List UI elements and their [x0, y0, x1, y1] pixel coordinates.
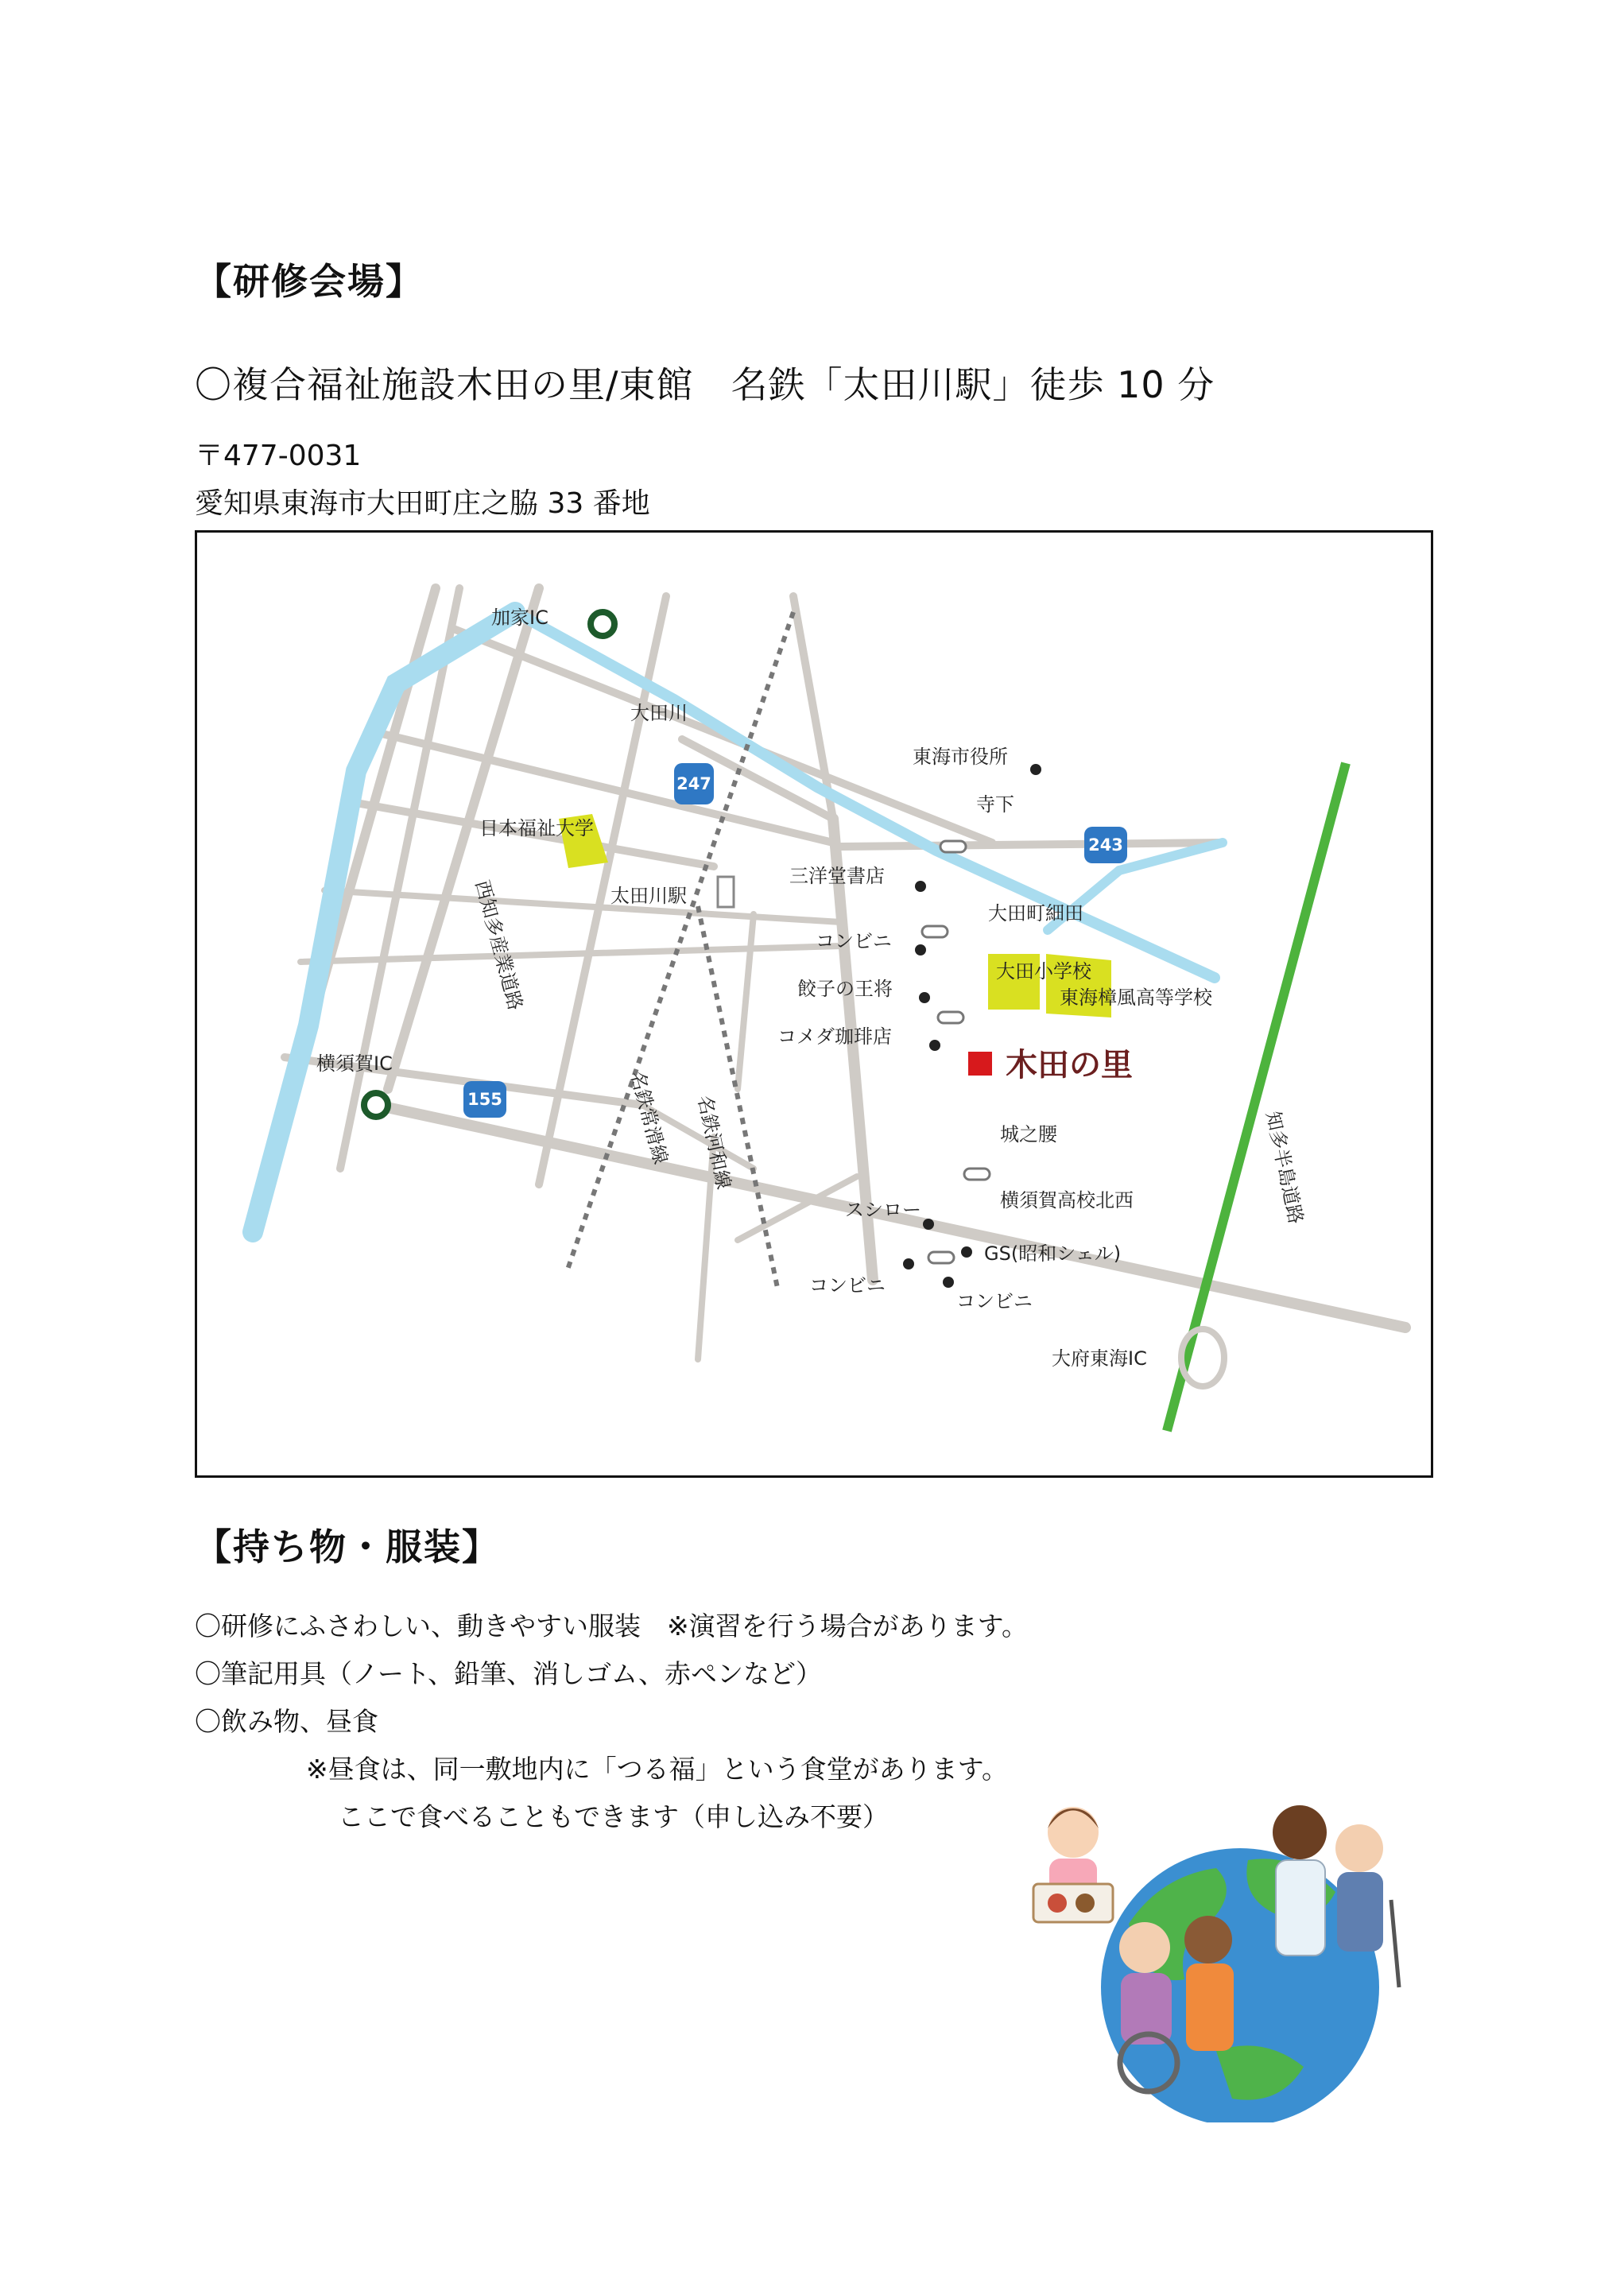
label-yokosuka-hs-northwest: 横須賀高校北西 — [1000, 1189, 1134, 1211]
postal-code: 〒477-0031 — [195, 440, 362, 472]
label-chita-hanto-road: 知多半島道路 — [1262, 1109, 1308, 1227]
road — [452, 628, 992, 843]
belongings-item: 〇筆記用具（ノート、鉛筆、消しゴム、赤ペンなど） — [195, 1658, 823, 1689]
label-yokosuka-ic: 横須賀IC — [316, 1052, 393, 1075]
label-joshinokoshi: 城之腰 — [1000, 1123, 1057, 1145]
label-otagawa-river: 大田川 — [630, 702, 688, 724]
dot-gyoza — [919, 992, 930, 1003]
label-gs-showa-shell: GS(昭和シェル) — [984, 1242, 1122, 1265]
young-caregiver-head — [1184, 1916, 1232, 1963]
walking-cane — [1391, 1900, 1399, 1987]
road — [738, 914, 754, 1089]
label-tokai-shofu-hs: 東海樟風高等学校 — [1060, 987, 1212, 1009]
dot-city-hall — [1030, 764, 1041, 775]
signal-ota-hosoda — [922, 926, 948, 937]
destination-marker — [968, 1052, 992, 1076]
signal-gyoza — [938, 1012, 963, 1023]
signal-joshinokoshi — [964, 1169, 990, 1180]
label-otagawa-station: 太田川駅 — [610, 885, 687, 907]
lunch-note: ここで食べることもできます（申し込み不要） — [338, 1801, 889, 1832]
belongings-heading: 【持ち物・服装】 — [195, 1525, 500, 1568]
caregiver-body — [1276, 1860, 1325, 1956]
staff-head — [1048, 1807, 1099, 1858]
belongings-item: 〇研修にふさわしい、動きやすい服装 ※演習を行う場合があります。 — [195, 1611, 1029, 1642]
road — [324, 890, 841, 922]
label-gyoza-no-osho: 餃子の王将 — [797, 978, 893, 1000]
label-meitetsu-tokoname: 名鉄常滑線 — [626, 1068, 672, 1167]
label-konbini-1: コンビニ — [816, 930, 892, 952]
venue-heading: 【研修会場】 — [195, 260, 424, 303]
label-terashita: 寺下 — [976, 793, 1014, 816]
dot-gs — [961, 1246, 972, 1258]
young-caregiver-body — [1186, 1963, 1234, 2051]
otagawa-station-marker — [718, 877, 734, 907]
label-ota-hosoda: 大田町細田 — [988, 902, 1083, 924]
dot-konbini-2 — [903, 1258, 914, 1269]
yokosuka-ic-marker — [364, 1093, 388, 1117]
label-sanyodo: 三洋堂書店 — [789, 865, 885, 887]
access-map — [195, 530, 1433, 1478]
elderly-woman-head — [1119, 1922, 1170, 1973]
label-obu-tokai-ic: 大府東海IC — [1052, 1347, 1147, 1370]
belongings-item: 〇飲み物、昼食 — [195, 1706, 378, 1737]
river — [253, 612, 515, 1232]
meal-tray — [1033, 1884, 1113, 1922]
destination-label: 木田の里 — [1006, 1047, 1133, 1083]
dot-konbini-3 — [943, 1277, 954, 1288]
label-sushiro: スシロー — [845, 1199, 921, 1221]
route-155-label: 155 — [467, 1090, 502, 1109]
label-meitetsu-kowa: 名鉄河和線 — [693, 1093, 735, 1192]
label-konbini-2: コンビニ — [809, 1274, 886, 1297]
kaka-ic-marker — [591, 612, 614, 636]
label-nihon-fukushi-univ: 日本福祉大学 — [479, 817, 594, 839]
label-konbini-3: コンビニ — [956, 1290, 1033, 1312]
label-nishichita-road: 西知多産業道路 — [471, 878, 527, 1013]
route-247-label: 247 — [676, 774, 711, 793]
route-243-label: 243 — [1088, 835, 1123, 855]
dot-sanyodo — [915, 881, 926, 892]
venue-name-access: 〇複合福祉施設木田の里/東館 名鉄「太田川駅」徒歩 10 分 — [195, 363, 1215, 406]
elderly-man-head — [1335, 1824, 1383, 1872]
roads — [261, 588, 1405, 1359]
road — [841, 843, 1223, 847]
dot-komeda — [929, 1040, 940, 1051]
signal-terashita — [940, 841, 966, 852]
label-kaka-ic: 加家IC — [491, 607, 548, 629]
dot-konbini-1 — [915, 944, 926, 956]
label-komeda: コメダ珈琲店 — [777, 1025, 892, 1048]
signal-yokosuka-hs — [928, 1252, 954, 1263]
label-ota-elementary: 大田小学校 — [996, 960, 1091, 983]
address: 愛知県東海市大田町庄之脇 33 番地 — [195, 487, 650, 520]
lunch-note: ※昼食は、同一敷地内に「つる福」という食堂があります。 — [306, 1754, 1009, 1785]
elderly-man-body — [1337, 1872, 1383, 1952]
caregiver-head — [1273, 1805, 1327, 1859]
care-globe-illustration — [1010, 1789, 1455, 2122]
label-city-hall: 東海市役所 — [913, 746, 1008, 768]
dot-sushiro — [923, 1219, 934, 1230]
